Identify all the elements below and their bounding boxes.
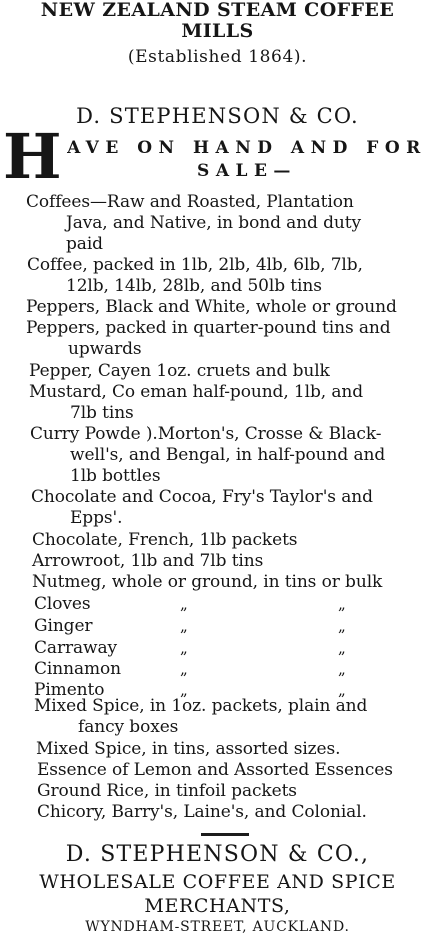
intro-line-2: SALE— bbox=[197, 161, 297, 181]
item-line: well's, and Bengal, in half-pound and bbox=[70, 445, 386, 465]
item-line: Chocolate and Cocoa, Fry's Taylor's and bbox=[31, 487, 373, 507]
item-line: 7lb tins bbox=[70, 403, 134, 423]
ditto-item-name: Carraway bbox=[34, 638, 118, 658]
item-line: Peppers, packed in quarter-pound tins and bbox=[26, 318, 391, 338]
item-line: Mixed Spice, in tins, assorted sizes. bbox=[36, 739, 341, 759]
item-line: Java, and Native, in bond and duty bbox=[66, 213, 361, 233]
item-line: paid bbox=[66, 234, 103, 254]
item-line: Chicory, Barry's, Laine's, and Colonial. bbox=[37, 802, 367, 822]
item-line: fancy boxes bbox=[78, 717, 179, 737]
footer-wholesale: WHOLESALE COFFEE AND SPICE bbox=[39, 871, 396, 893]
footer-merchants: MERCHANTS, bbox=[144, 895, 291, 917]
ditto-item-name: Cloves bbox=[34, 594, 91, 614]
ditto-item-name: Ginger bbox=[34, 616, 93, 636]
item-line: Mixed Spice, in 1oz. packets, plain and bbox=[34, 696, 368, 716]
ditto-item-name: Pimento bbox=[34, 680, 105, 700]
headline-mills: MILLS bbox=[181, 20, 254, 42]
item-line: Coffees—Raw and Roasted, Plantation bbox=[26, 192, 354, 212]
headline: NEW ZEALAND STEAM COFFEE bbox=[40, 0, 395, 21]
item-line: Arrowroot, 1lb and 7lb tins bbox=[32, 551, 264, 571]
ditto-mark: „ bbox=[338, 639, 346, 657]
item-line: 1lb bottles bbox=[70, 466, 161, 486]
item-line: Epps'. bbox=[70, 508, 123, 528]
ditto-mark: „ bbox=[338, 617, 346, 635]
ditto-mark: „ bbox=[338, 681, 346, 699]
firm-name: D. STEPHENSON & CO. bbox=[76, 104, 359, 128]
item-line: Ground Rice, in tinfoil packets bbox=[37, 781, 297, 801]
ditto-mark: „ bbox=[180, 595, 188, 613]
item-line: 12lb, 14lb, 28lb, and 50lb tins bbox=[66, 276, 322, 296]
ditto-mark: „ bbox=[180, 681, 188, 699]
footer-firm: D. STEPHENSON & CO., bbox=[65, 842, 370, 867]
item-line: Curry Powde ).Morton's, Crosse & Black- bbox=[30, 424, 382, 444]
ditto-mark: „ bbox=[180, 639, 188, 657]
ditto-item-name: Cinnamon bbox=[34, 659, 121, 679]
item-line: Coffee, packed in 1lb, 2lb, 4lb, 6lb, 7lb, bbox=[27, 255, 363, 275]
item-line: Essence of Lemon and Assorted Essences bbox=[37, 760, 393, 780]
item-line: Chocolate, French, 1lb packets bbox=[32, 530, 298, 550]
item-line: upwards bbox=[68, 339, 142, 359]
ditto-mark: „ bbox=[338, 660, 346, 678]
divider-rule bbox=[201, 833, 249, 836]
ditto-mark: „ bbox=[338, 595, 346, 613]
item-line: Pepper, Cayen 1oz. cruets and bulk bbox=[29, 361, 330, 381]
ditto-mark: „ bbox=[180, 617, 188, 635]
drop-cap: H bbox=[3, 120, 62, 193]
item-line: Nutmeg, whole or ground, in tins or bulk bbox=[32, 572, 383, 592]
intro-line-1: AVE ON HAND AND FOR bbox=[67, 138, 427, 158]
established-note bbox=[0, 47, 435, 67]
item-line: Peppers, Black and White, whole or ground bbox=[26, 297, 397, 317]
footer-address: WYNDHAM-STREET, AUCKLAND. bbox=[85, 919, 350, 935]
item-line: Mustard, Co eman half-pound, 1lb, and bbox=[29, 382, 364, 402]
ditto-mark: „ bbox=[180, 660, 188, 678]
established-text: (Established 1864). bbox=[127, 47, 308, 67]
